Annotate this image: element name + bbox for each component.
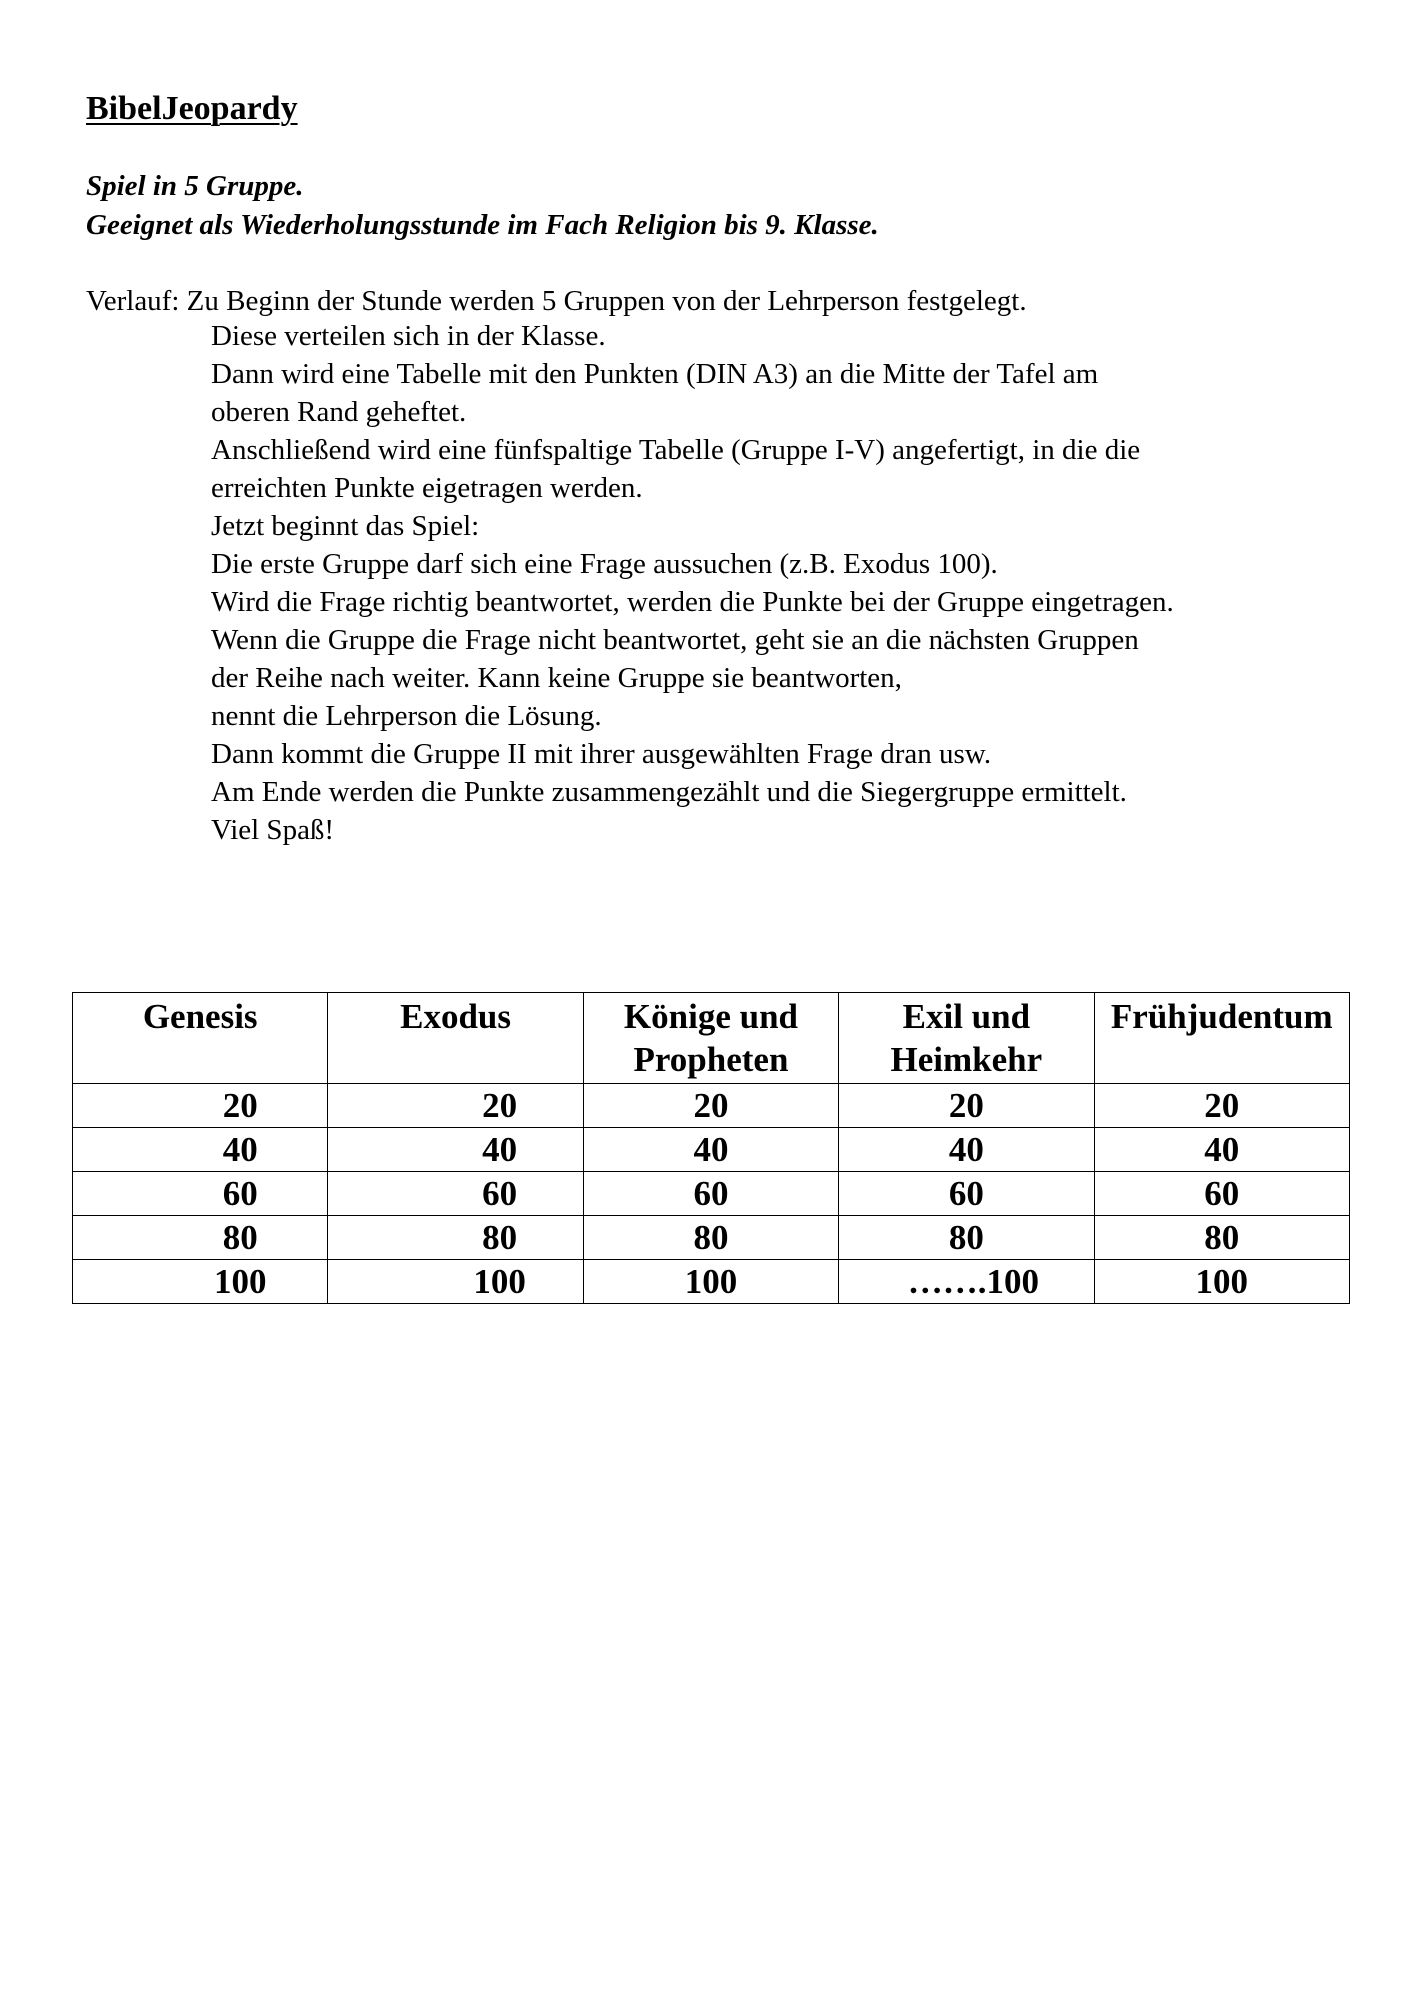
board-row <box>73 1172 1350 1216</box>
points-cell: 60 <box>328 1172 583 1216</box>
points-cell: 60 <box>1094 1172 1349 1216</box>
column-header-fruehjudentum: Frühjudentum <box>1094 993 1349 1084</box>
document-title: BibelJeopardy <box>86 90 298 127</box>
board-row <box>73 1128 1350 1172</box>
points-cell: 60 <box>839 1172 1094 1216</box>
points-cell: 40 <box>328 1128 583 1172</box>
board-row <box>73 1260 1350 1304</box>
procedure-line: Anschließend wird eine fünfspaltige Tabelle (Gruppe I-V) angefertigt, in die die <box>211 434 1141 466</box>
board-header-row <box>73 993 1350 1084</box>
points-cell: 100 <box>1094 1260 1349 1304</box>
procedure-line: Viel Spaß! <box>211 814 335 846</box>
column-header-koenige-und-propheten: Könige und Propheten <box>583 993 838 1084</box>
procedure-line: der Reihe nach weiter. Kann keine Gruppe sie beantworten, <box>211 662 902 694</box>
points-cell: 20 <box>583 1084 838 1128</box>
procedure-line: Diese verteilen sich in der Klasse. <box>211 320 606 352</box>
points-cell: 40 <box>73 1128 328 1172</box>
points-cell: 20 <box>839 1084 1094 1128</box>
points-cell: 60 <box>73 1172 328 1216</box>
subtitle-line: Geeignet als Wiederholungsstunde im Fach Religion bis 9. Klasse. <box>86 209 879 241</box>
procedure-line: Dann kommt die Gruppe II mit ihrer ausgewählten Frage dran usw. <box>211 738 992 770</box>
procedure-line: Dann wird eine Tabelle mit den Punkten (DIN A3) an die Mitte der Tafel am <box>211 358 1099 390</box>
procedure-line: Jetzt beginnt das Spiel: <box>211 510 480 542</box>
points-cell: 100 <box>328 1260 583 1304</box>
points-cell: 40 <box>583 1128 838 1172</box>
points-cell: 80 <box>1094 1216 1349 1260</box>
procedure-line: Wenn die Gruppe die Frage nicht beantwortet, geht sie an die nächsten Gruppen <box>211 624 1139 656</box>
points-cell: 80 <box>583 1216 838 1260</box>
jeopardy-board <box>72 992 1350 1304</box>
points-cell: 20 <box>73 1084 328 1128</box>
points-cell: …….100 <box>839 1260 1094 1304</box>
procedure-line: Am Ende werden die Punkte zusammengezählt und die Siegergruppe ermittelt. <box>211 776 1127 808</box>
procedure-intro: Verlauf: Zu Beginn der Stunde werden 5 Gruppen von der Lehrperson festgelegt. <box>86 285 1027 317</box>
points-cell: 80 <box>73 1216 328 1260</box>
column-header-genesis: Genesis <box>73 993 328 1084</box>
board-row <box>73 1216 1350 1260</box>
points-cell: 20 <box>1094 1084 1349 1128</box>
points-cell: 40 <box>839 1128 1094 1172</box>
procedure-line: erreichten Punkte eigetragen werden. <box>211 472 643 504</box>
points-cell: 80 <box>839 1216 1094 1260</box>
points-cell: 80 <box>328 1216 583 1260</box>
procedure-line: nennt die Lehrperson die Lösung. <box>211 700 602 732</box>
subtitle-line: Spiel in 5 Gruppe. <box>86 170 304 202</box>
points-cell: 40 <box>1094 1128 1349 1172</box>
points-cell: 20 <box>328 1084 583 1128</box>
board-row <box>73 1084 1350 1128</box>
points-cell: 100 <box>73 1260 328 1304</box>
points-cell: 100 <box>583 1260 838 1304</box>
procedure-line: Die erste Gruppe darf sich eine Frage aussuchen (z.B. Exodus 100). <box>211 548 998 580</box>
column-header-exodus: Exodus <box>328 993 583 1084</box>
points-cell: 60 <box>583 1172 838 1216</box>
procedure-line: oberen Rand geheftet. <box>211 396 467 428</box>
column-header-exil-und-heimkehr: Exil und Heimkehr <box>839 993 1094 1084</box>
procedure-line: Wird die Frage richtig beantwortet, werden die Punkte bei der Gruppe eingetragen. <box>211 586 1174 618</box>
